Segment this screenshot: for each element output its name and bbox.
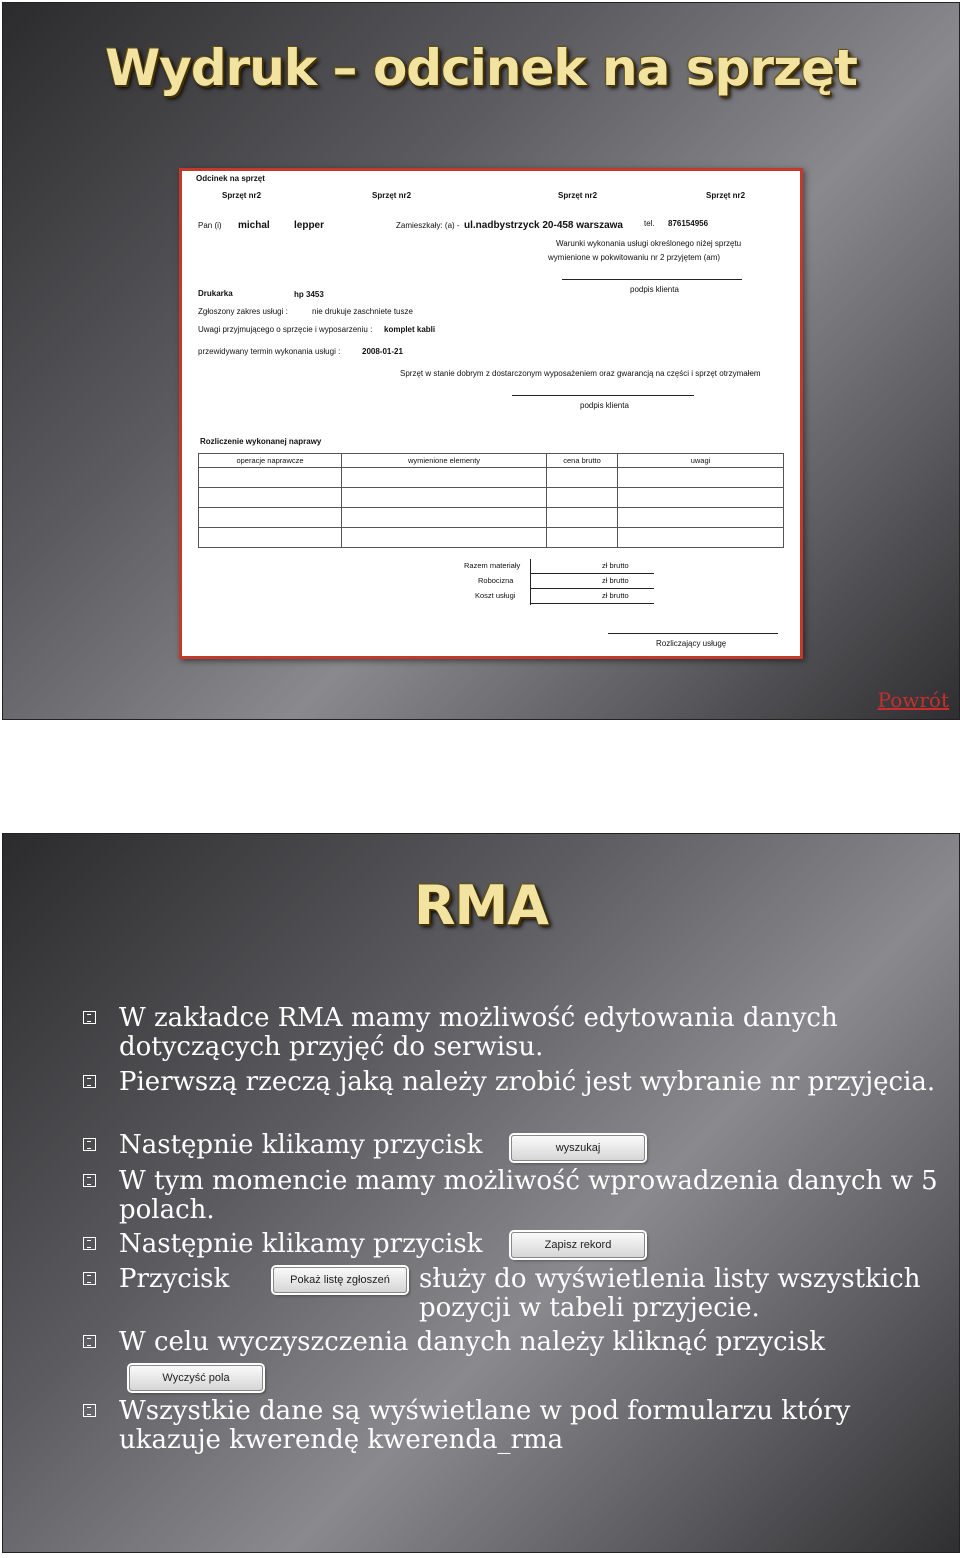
table-row [199,488,784,508]
tel-value: 876154956 [668,219,709,228]
show-list-button[interactable]: Pokaż listę zgłoszeń [273,1267,407,1293]
declaration: Sprzęt w stanie dobrym z dostarczonym wyposażeniem oraz gwarancją na części i sprzęt otrzymałem [400,369,761,378]
equipment-label-3: Sprzęt nr2 [558,191,598,200]
back-link[interactable]: Powrót [877,688,949,712]
reported-scope-value: nie drukuje zaschniete tusze [312,307,413,316]
address-value: ul.nadbystrzyck 20-458 warszawa [464,220,623,231]
slide-print-receipt [2,2,960,720]
device-value: hp 3453 [294,290,324,299]
settlement-title: Rozliczenie wykonanej naprawy [200,437,322,446]
summary-cost-unit: zł brutto [602,591,629,600]
table-header-row [199,454,784,468]
slide-title: RMA [413,874,549,937]
bullet-icon [83,1011,96,1024]
bullet-icon [83,1404,96,1417]
table-row [199,508,784,528]
equipment-label-1: Sprzęt nr2 [222,191,262,200]
tel-label: tel. [644,219,655,228]
equipment-label-2: Sprzęt nr2 [372,191,412,200]
summary-labour-unit: zł brutto [602,576,629,585]
table-header: wymienione elementy [342,454,547,468]
conditions-line-2: wymienione w pokwitowaniu nr 2 przyjętem (am) [548,253,721,262]
table-header: cena brutto [547,454,618,468]
deadline-label: przewidywany termin wykonania usługi : [198,347,341,356]
equipment-label-4: Sprzęt nr2 [706,191,746,200]
settler-label: Rozliczający usługę [656,639,727,648]
bullet-icon [83,1335,96,1348]
bullet-icon [83,1174,96,1187]
bullet-icon [83,1237,96,1250]
summary-materials-unit: zł brutto [602,561,629,570]
save-record-button[interactable]: Zapisz rekord [511,1232,645,1258]
pan-label: Pan (i) [198,221,222,230]
table-row [199,528,784,548]
table-row [199,468,784,488]
client-signature-1: podpis klienta [630,285,679,294]
clear-fields-button[interactable]: Wyczyść pola [129,1365,263,1391]
client-signature-2: podpis klienta [580,401,629,410]
slide-title: Wydruk – odcinek na sprzęt [105,39,857,97]
last-name: lepper [294,220,325,231]
summary-labour-label: Robocizna [478,576,514,585]
summary-cost-label: Koszt usługi [475,591,516,600]
first-name: michal [238,220,270,231]
remarks-value: komplet kabli [384,325,436,334]
summary-materials-label: Razem materiały [464,561,521,570]
address-label: Zamieszkały: (a) - [396,221,460,230]
table-header: operacje naprawcze [199,454,342,468]
device-label: Drukarka [198,289,233,298]
form-header: Odcinek na sprzęt [196,174,265,183]
search-button[interactable]: wyszukaj [511,1135,645,1161]
bullet-icon [83,1138,96,1151]
bullet-icon [83,1272,96,1285]
slide-rma: RMA W zakładce RMA mamy możliwość edytowania danych dotyczących przyjęć do serwisu. Pierwszą rzeczą jaką należy zrobić jest wybranie nr przyjęcia. Następnie klikamy przycisk W tym momencie mamy możliwość wprowadzenia danych w 5 polach. Następnie klikamy przycisk Przycisk służy do wyświetlenia listy wszystkich pozycji w tabeli przyjecie. W celu wyczyszczenia danych należy kliknąć przycisk Wszystkie dane są wyświetlane w pod formularzu który ukazuje kwerendę kwerenda_rma wyszukaj Zapisz rekord Pokaż listę zgłoszeń Wyczyść pola [2,833,960,1553]
remarks-label: Uwagi przyjmującego o sprzęcie i wyposarzeniu : [198,325,373,334]
reported-scope-label: Zgłoszony zakres usługi : [198,307,288,316]
receipt-form-image [179,168,803,659]
settlement-table [198,453,784,548]
bullet-icon [83,1075,96,1088]
table-header: uwagi [618,454,784,468]
conditions-line-1: Warunki wykonania usługi określonego niżej sprzętu [556,239,742,248]
deadline-value: 2008-01-21 [362,347,403,356]
